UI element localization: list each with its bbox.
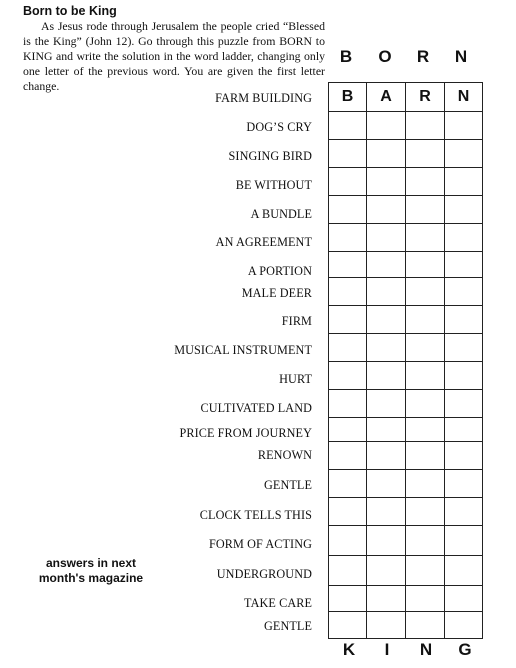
answer-cell[interactable] [328, 195, 367, 224]
answer-cell[interactable] [328, 417, 367, 442]
given-letter-cell: N [444, 82, 483, 112]
answer-cell[interactable] [328, 389, 367, 418]
end-letter-2: I [384, 640, 390, 659]
answer-cell[interactable] [405, 611, 445, 639]
given-letter-cell: B [328, 82, 367, 112]
answer-cell[interactable] [328, 251, 367, 278]
answer-cell[interactable] [444, 167, 483, 196]
answer-cell[interactable] [366, 497, 406, 526]
answer-cell[interactable] [366, 611, 406, 639]
answer-cell[interactable] [366, 305, 406, 334]
given-letter-cell: A [366, 82, 406, 112]
answer-cell[interactable] [328, 111, 367, 140]
answer-cell[interactable] [366, 277, 406, 306]
answer-cell[interactable] [328, 139, 367, 168]
clue-3: SINGING BIRD [228, 149, 312, 163]
clue-13: PRICE FROM JOURNEY [179, 426, 312, 440]
clue-14: RENOWN [257, 448, 312, 462]
answer-cell[interactable] [405, 361, 445, 390]
answer-cell[interactable] [328, 167, 367, 196]
answer-cell[interactable] [405, 389, 445, 418]
clue-7: A PORTION [247, 264, 312, 278]
answers-note: answers in next month's magazine [38, 556, 144, 585]
answer-cell[interactable] [366, 333, 406, 362]
answer-cell[interactable] [366, 389, 406, 418]
answer-cell[interactable] [328, 361, 367, 390]
answer-cell[interactable] [328, 305, 367, 334]
answer-cell[interactable] [444, 389, 483, 418]
start-letter-4: N [454, 47, 468, 66]
clue-18: UNDERGROUND [216, 567, 312, 581]
answer-cell[interactable] [366, 417, 406, 442]
answer-cell[interactable] [444, 611, 483, 639]
answer-cell[interactable] [444, 497, 483, 526]
answer-cell[interactable] [366, 195, 406, 224]
answer-cell[interactable] [366, 585, 406, 612]
end-letter-3: N [419, 640, 433, 659]
answer-cell[interactable] [328, 555, 367, 586]
answer-cell[interactable] [405, 195, 445, 224]
answer-cell[interactable] [328, 333, 367, 362]
answer-cell[interactable] [444, 585, 483, 612]
answer-cell[interactable] [444, 441, 483, 470]
answer-cell[interactable] [328, 469, 367, 498]
clue-9: FIRM [281, 314, 312, 328]
answer-cell[interactable] [444, 223, 483, 252]
clue-10: MUSICAL INSTRUMENT [174, 343, 312, 357]
clue-16: CLOCK TELLS THIS [199, 508, 312, 522]
answer-cell[interactable] [366, 555, 406, 586]
answer-cell[interactable] [405, 139, 445, 168]
answer-cell[interactable] [405, 223, 445, 252]
answer-cell[interactable] [444, 111, 483, 140]
start-letter-2: O [378, 47, 392, 66]
clue-15: GENTLE [264, 478, 312, 492]
clue-1: FARM BUILDING [215, 91, 312, 105]
answer-cell[interactable] [405, 585, 445, 612]
start-letter-1: B [339, 47, 353, 66]
answer-cell[interactable] [444, 251, 483, 278]
answer-cell[interactable] [366, 361, 406, 390]
clue-5: A BUNDLE [250, 207, 312, 221]
answer-cell[interactable] [328, 223, 367, 252]
answer-cell[interactable] [405, 305, 445, 334]
answer-cell[interactable] [405, 167, 445, 196]
answer-cell[interactable] [366, 167, 406, 196]
answer-cell[interactable] [444, 333, 483, 362]
answer-cell[interactable] [444, 195, 483, 224]
answer-cell[interactable] [405, 469, 445, 498]
clue-2: DOG’S CRY [246, 120, 312, 134]
end-letter-1: K [342, 640, 356, 659]
answer-cell[interactable] [444, 305, 483, 334]
answer-cell[interactable] [405, 277, 445, 306]
answer-cell[interactable] [405, 525, 445, 556]
answer-cell[interactable] [328, 611, 367, 639]
answer-cell[interactable] [328, 277, 367, 306]
start-letter-3: R [416, 47, 430, 66]
answer-cell[interactable] [366, 139, 406, 168]
answer-cell[interactable] [328, 525, 367, 556]
answer-cell[interactable] [328, 441, 367, 470]
end-letter-4: G [458, 640, 472, 659]
answer-cell[interactable] [366, 111, 406, 140]
answer-cell[interactable] [366, 469, 406, 498]
answer-cell[interactable] [366, 223, 406, 252]
answer-cell[interactable] [405, 417, 445, 442]
clue-20: GENTLE [264, 619, 312, 633]
clue-11: HURT [279, 372, 312, 386]
clue-6: AN AGREEMENT [215, 235, 312, 249]
answer-cell[interactable] [405, 497, 445, 526]
answer-cell[interactable] [366, 525, 406, 556]
answer-cell[interactable] [366, 441, 406, 470]
clue-8: MALE DEER [241, 286, 312, 300]
answer-cell[interactable] [405, 251, 445, 278]
answer-cell[interactable] [444, 525, 483, 556]
answer-cell[interactable] [444, 469, 483, 498]
given-letter-cell: R [405, 82, 445, 112]
answer-cell[interactable] [444, 555, 483, 586]
answer-cell[interactable] [405, 555, 445, 586]
answer-cell[interactable] [405, 441, 445, 470]
puzzle-intro: As Jesus rode through Jerusalem the people cried “Blessed is the King” (John 12). Go through this puzzle from BORN to KING and write the solution in the word ladder, changing only one letter of the previous word. You are given the first letter change. [23, 19, 325, 93]
clue-19: TAKE CARE [244, 596, 312, 610]
answer-cell[interactable] [444, 361, 483, 390]
answer-cell[interactable] [328, 585, 367, 612]
answer-cell[interactable] [444, 139, 483, 168]
answer-cell[interactable] [405, 333, 445, 362]
clue-4: BE WITHOUT [235, 178, 312, 192]
clue-17: FORM OF ACTING [209, 537, 312, 551]
clue-12: CULTIVATED LAND [200, 401, 312, 415]
answer-cell[interactable] [444, 417, 483, 442]
answer-cell[interactable] [366, 251, 406, 278]
answer-cell[interactable] [328, 497, 367, 526]
answer-cell[interactable] [405, 111, 445, 140]
answer-cell[interactable] [444, 277, 483, 306]
puzzle-title: Born to be King [23, 4, 117, 18]
